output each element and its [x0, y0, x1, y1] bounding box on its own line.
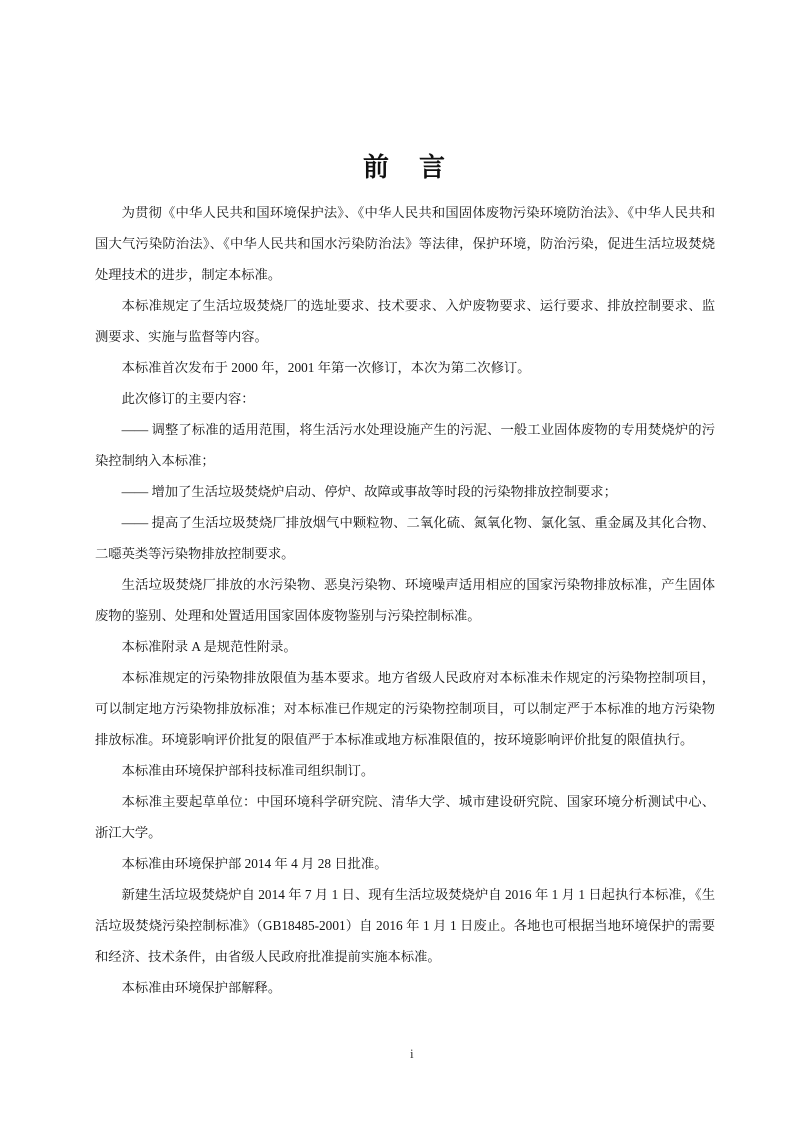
paragraph: 此次修订的主要内容：	[121, 391, 255, 406]
paragraph: 本标准规定了生活垃圾焚烧厂的选址要求、技术要求、入炉废物要求、运行要求、排放控制要求、监测要求、实施与监督等内容。	[95, 298, 715, 344]
paragraph: 本标准附录 A 是规范性附录。	[121, 639, 297, 654]
page-title: 前 言	[362, 152, 447, 182]
paragraph: 本标准由环境保护部解释。	[121, 980, 282, 995]
paragraph: 本标准首次发布于 2000 年，2001 年第一次修订，本次为第二次修订。	[121, 360, 531, 375]
paragraph: 本标准规定的污染物排放限值为基本要求。地方省级人民政府对本标准未作规定的污染物控制项目，可以制定地方污染物排放标准；对本标准已作规定的污染物控制项目，可以制定严于本标准的地方污染物排放标准。环境影响评价批复的限值严于本标准或地方标准限值的，按环境影响评价批复的限值执行。	[95, 670, 715, 747]
paragraph: 本标准由环境保护部 2014 年 4 月 28 日批准。	[121, 856, 388, 871]
page-number: i	[410, 1046, 414, 1061]
paragraph: 本标准由环境保护部科技标准司组织制订。	[121, 763, 375, 778]
paragraph: 新建生活垃圾焚烧炉自 2014 年 7 月 1 日、现有生活垃圾焚烧炉自 2016 年 1 月 1 日起执行本标准，《生活垃圾焚烧污染控制标准》（GB18485-2001）自 2016 年 1 月 1 日废止。各地也可根据当地环境保护的需要和经济、技术条件，由省级人民政府批准提前实施本标准。	[95, 887, 715, 964]
document-body	[95, 150, 715, 1003]
paragraph: 本标准主要起草单位：中国环境科学研究院、清华大学、城市建设研究院、国家环境分析测试中心、浙江大学。	[95, 794, 715, 840]
revision-item: —— 提高了生活垃圾焚烧厂排放烟气中颗粒物、二氧化硫、氮氧化物、氯化氢、重金属及其化合物、二噁英类等污染物排放控制要求。	[95, 515, 715, 561]
paragraph: 为贯彻《中华人民共和国环境保护法》、《中华人民共和国固体废物污染环境防治法》、《中华人民共和国大气污染防治法》、《中华人民共和国水污染防治法》等法律，保护环境，防治污染，促进生活垃圾焚烧处理技术的进步，制定本标准。	[95, 205, 715, 282]
revision-item: —— 增加了生活垃圾焚烧炉启动、停炉、故障或事故等时段的污染物排放控制要求；	[121, 484, 617, 499]
revision-item: —— 调整了标准的适用范围，将生活污水处理设施产生的污泥、一般工业固体废物的专用焚烧炉的污染控制纳入本标准；	[95, 422, 715, 468]
paragraph: 生活垃圾焚烧厂排放的水污染物、恶臭污染物、环境噪声适用相应的国家污染物排放标准，产生固体废物的鉴别、处理和处置适用国家固体废物鉴别与污染控制标准。	[95, 577, 715, 623]
